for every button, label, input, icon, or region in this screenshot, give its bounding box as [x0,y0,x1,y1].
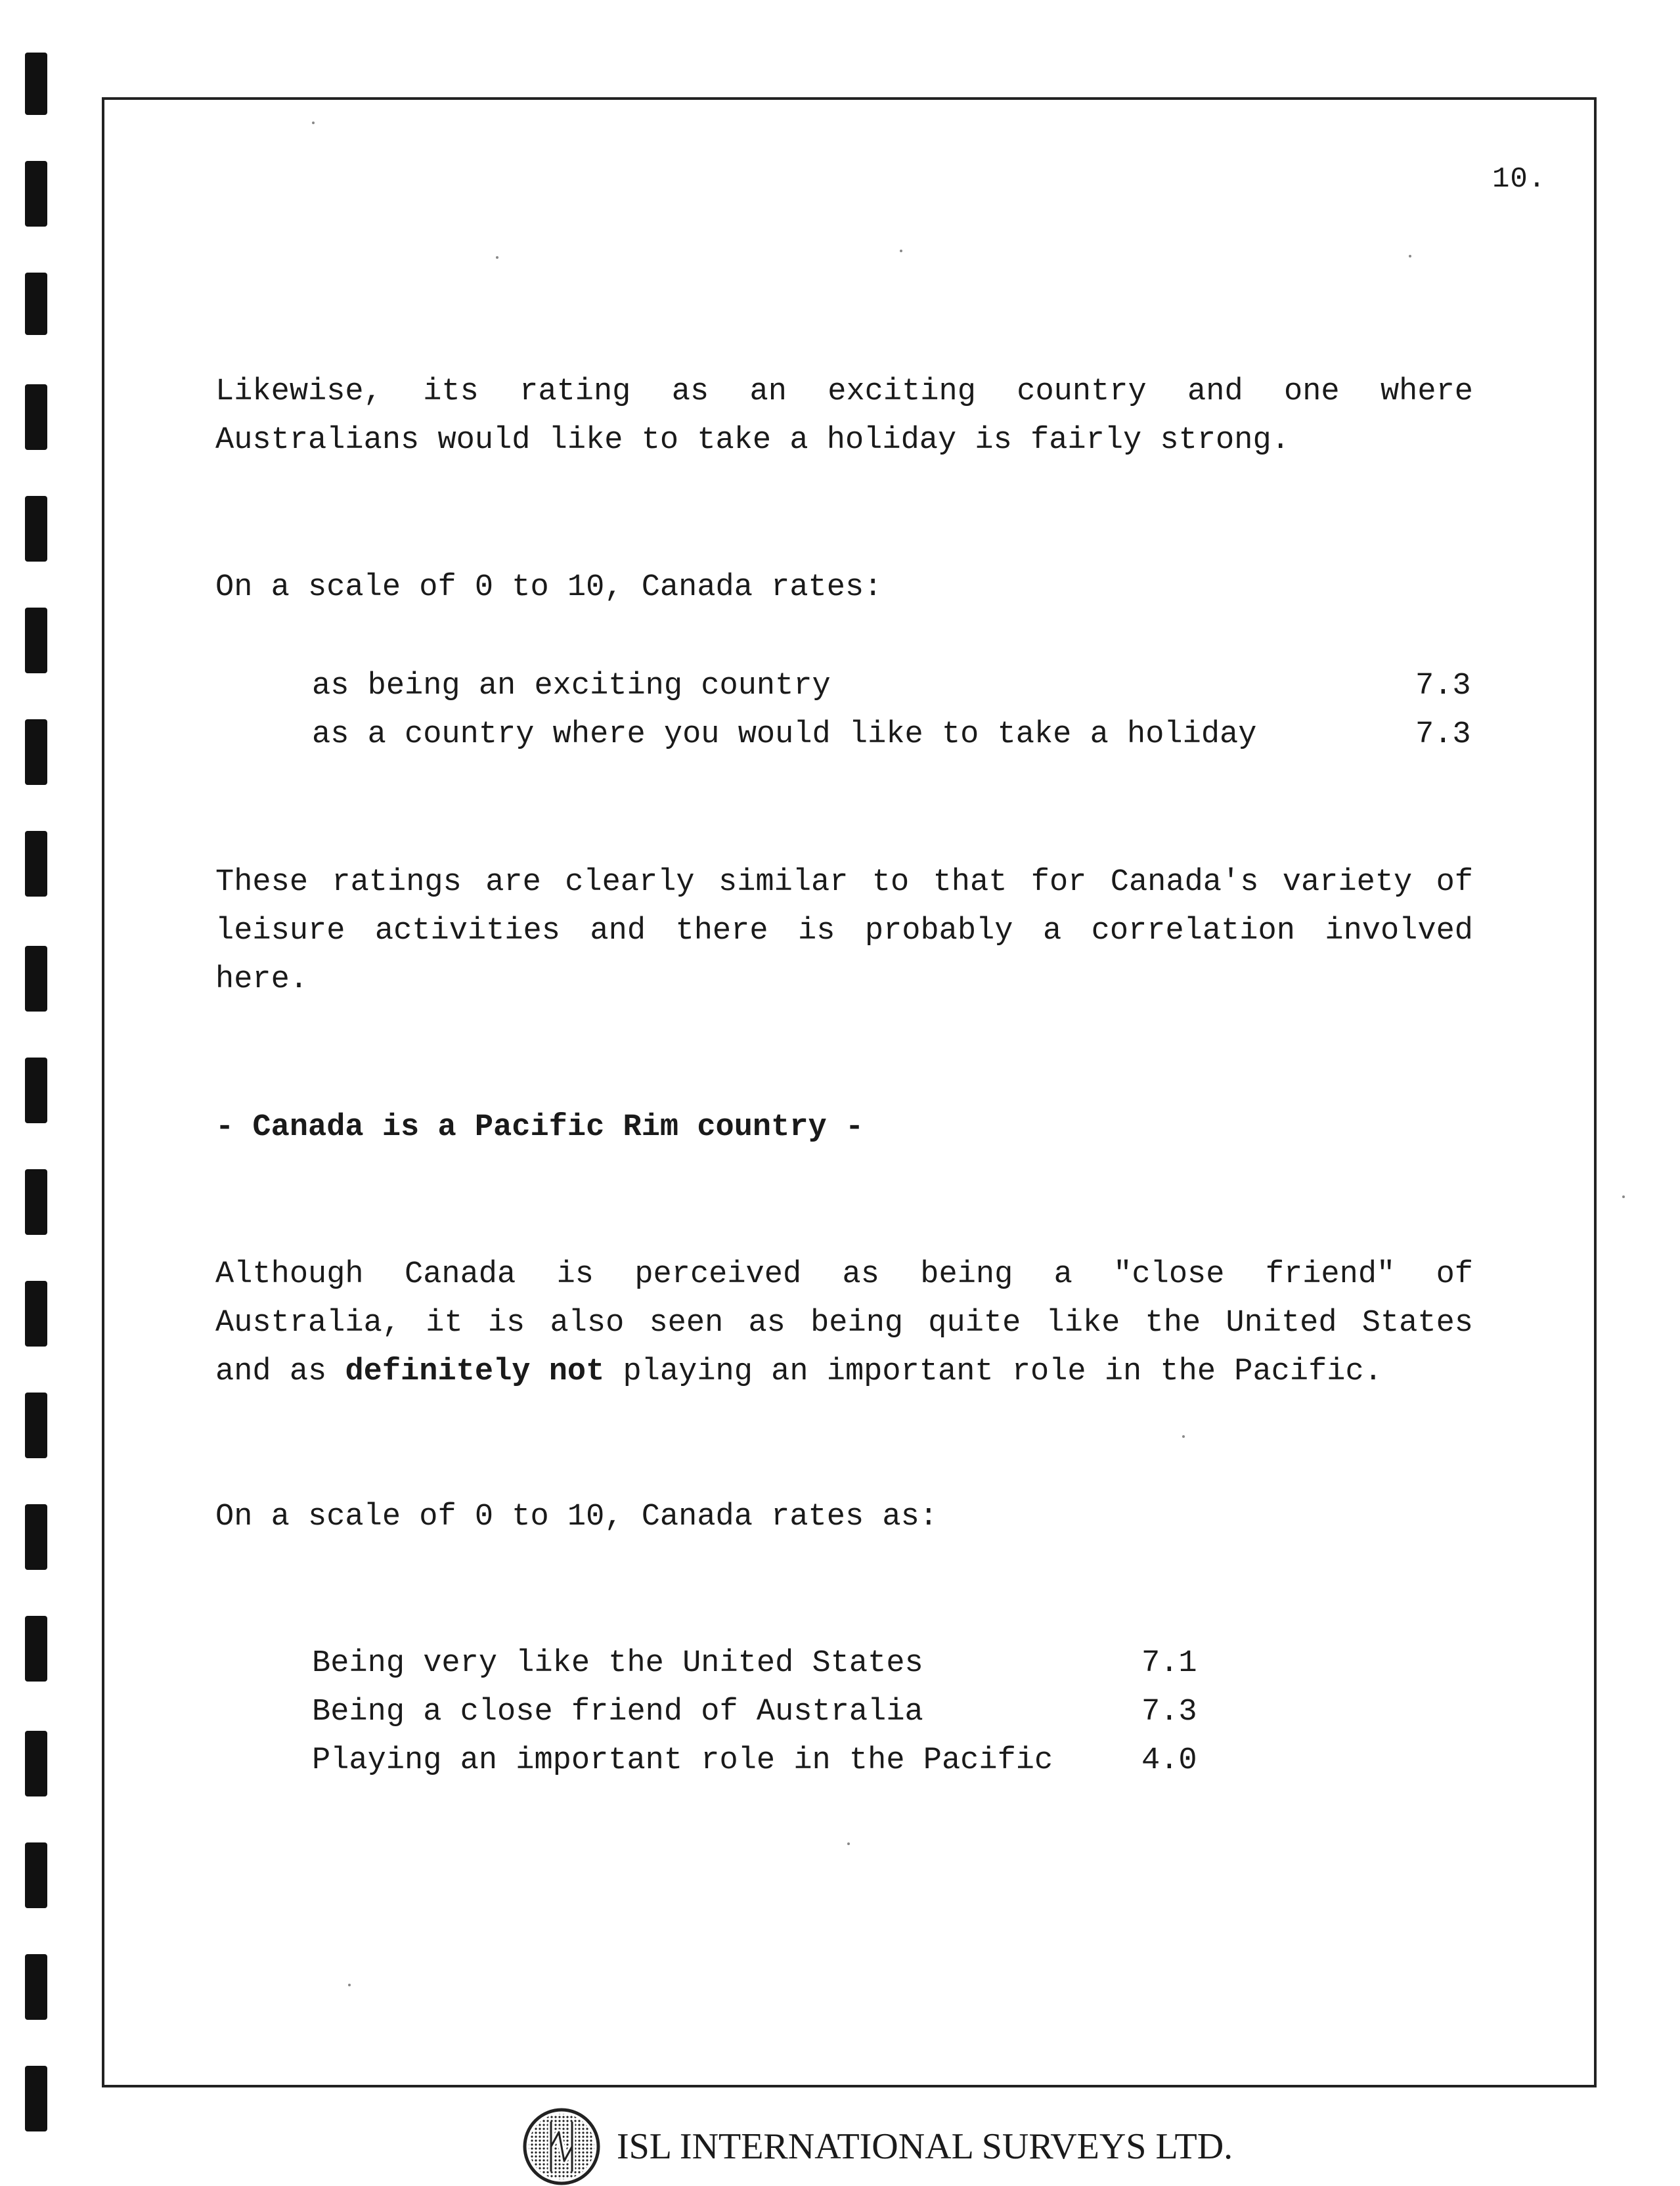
binding-mark [25,1842,47,1908]
company-name: ISL INTERNATIONAL SURVEYS LTD. [617,2126,1233,2167]
binding-mark [25,496,47,562]
binding-mark [25,608,47,673]
scale-intro [215,564,1473,612]
text-segment: and as [215,1354,345,1389]
scale-intro-text: On a scale of 0 to 10, Canada rates as: [215,1500,938,1534]
paragraph-ratings-similar [215,859,1473,1004]
binding-mark [25,384,47,450]
rating-label: Playing an important role in the Pacific [312,1743,1053,1778]
binding-mark [25,1954,47,2020]
binding-mark [25,161,47,227]
paragraph-line: here. [215,962,309,997]
rating-value: 7.1 [1141,1646,1197,1681]
scan-speck [1622,1195,1625,1198]
footer-company [522,2107,1233,2186]
binding-mark [25,53,47,115]
paragraph-line: leisure activities and there is probably a correlation involved [215,914,1473,948]
binding-mark [25,1281,47,1347]
scale-intro-text: On a scale of 0 to 10, Canada rates: [215,570,883,605]
paragraph-close-friend [215,1251,1473,1396]
paragraph-line [215,1348,1473,1396]
binding-mark [25,1504,47,1570]
binding-mark [25,831,47,897]
rating-label: as a country where you would like to take a holiday [312,717,1257,752]
section-heading: - Canada is a Pacific Rim country - [215,1110,864,1145]
binding-mark [25,719,47,785]
scale-intro [215,1493,1473,1542]
binding-mark [25,1169,47,1235]
binding-mark [25,1616,47,1682]
binding-mark [25,1731,47,1796]
text-segment: playing an important role in the Pacific. [604,1354,1382,1389]
paragraph-line: Australia, it is also seen as being quite like the United States [215,1306,1473,1341]
rating-value: 7.3 [1415,717,1471,752]
rating-value: 4.0 [1141,1743,1197,1778]
binding-mark [25,1058,47,1123]
rating-label: Being a close friend of Australia [312,1695,923,1729]
paragraph-line: Although Canada is perceived as being a "close friend" of [215,1257,1473,1292]
binding-mark [25,1393,47,1458]
paragraph-line: Likewise, its rating as an exciting country and one where [215,374,1473,409]
page-number: 10. [1492,163,1547,196]
rating-value: 7.3 [1415,669,1471,703]
binding-mark [25,946,47,1012]
rating-value: 7.3 [1141,1695,1197,1729]
emphasis-text: definitely not [345,1354,605,1389]
paragraph-line: Australians would like to take a holiday is fairly strong. [215,423,1290,458]
rating-label: as being an exciting country [312,669,831,703]
isl-globe-logo-icon [522,2107,601,2186]
rating-label: Being very like the United States [312,1646,923,1681]
paragraph-exciting-country [215,368,1473,465]
paragraph-line: These ratings are clearly similar to that for Canada's variety of [215,865,1473,900]
binding-mark [25,2066,47,2131]
binding-mark [25,273,47,335]
